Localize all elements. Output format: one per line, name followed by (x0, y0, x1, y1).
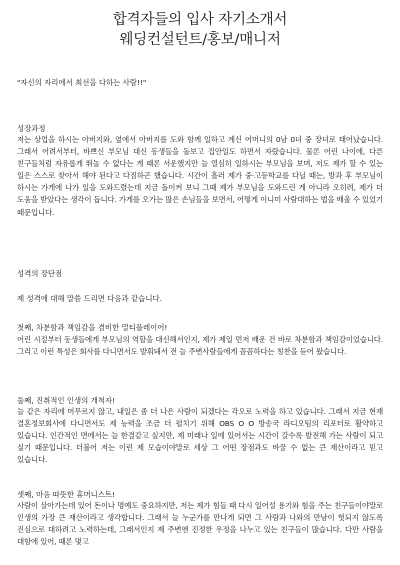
point1-title: 첫째, 차분함과 책임감을 겸비한 멀티플레이어! (17, 323, 168, 332)
document-subtitle: 웨딩컨설턴트/홍보/매니저 (119, 32, 281, 48)
point3-body: 사람이 살아가는데 있어 돈이나 명예도 중요하지만, 저는 제가 힘들 때 다시 일어설 용기와 힘을 주는 친구들이야말로 인생의 가장 큰 재산이라고 생각합니다. 그래서 늘 누군가를 만나게 되면 그 사람과 나와의 만남이 헛되지 않도록 진심으로 대하려고 노력하는데, 그래서인지 제 주변엔 진정한 우정을 나누고 있는 친구들이 많습니다. 다만 사람을 대함에 있어, 때론 몇고 (17, 501, 383, 547)
point1-body: 어린 시절부터 동생들에게 부모님의 역할을 대신해서인지, 제가 제일 먼저 배운 건 바로 차분함과 책임감이었습니다. 그리고 이런 특성은 회사를 다니면서도 발휘돼서 전 늘 주변사람들에게 꼼꼼하다는 칭찬을 듣어 왔습니다. (17, 335, 383, 357)
point3-title: 셋째, 마음 따뜻한 휴머니스트! (17, 490, 116, 499)
point2-title: 둘째, 진취적인 인생의 개척자! (17, 396, 116, 405)
section-body-growth: 저는 상업을 하시는 아버지와, 옆에서 아버지를 도와 함께 일하고 계신 어머니의 0남 0녀 중 장녀로 태어났습니다. 그래서 어려서부터, 바쁘신 부모님 대신 동생들을 돌보고 집안일도 하면서 자랐습니다. 물론 어린 나이에, 다른 친구들처럼 자유롭게 뛰놀 수 없다는 게 때론 서운했지만 늘 열심히 일하시는 부모님을 보며, 저도 제가 할 수 있는 일은 스스로 찾아서 해야 된다고 다짐하곤 했습니다. 시간이 흘러 제가 중·고등학교를 다닐 때는, 방과 후 부모님이 하시는 가게에 나가 일을 도와드렸는데 지금 돌이켜 보니 그때 제가 부모님을 도와드린 게 아니라 오히려, 제가 더 도움을 받았다는 생각이 듭니다. 가게를 오가는 많은 손님들을 보면서, 어떻게 이니미 사람대하는 법을 배울 수 있었기 때문입니다. (17, 135, 383, 217)
document-title: 합격자들의 입사 자기소개서 (112, 12, 288, 28)
point2-body: 늘 같은 자리에 머무르지 않고, 내일은 좀 더 나은 사람이 되겠다는 각오로 노력을 하고 있습니다. 그래서 지금 현재 결혼정보회사에 다니면서도 제 능력을 조금 더 펼치기 위해 OBS O O 방송국 라디오팀의 리포터로 활약하고 있습니다. 인간적인 면에서는 늘 한결같고 싶지만, 제 미래나 일에 있어서는 시간이 갈수록 발전해 가는 사람이 되고 싶기 때문입니다. 더불어 저는 이런 제 모습이야말로 세상 그 어떤 장점과도 바꿀 수 없는 큰 재산이라고 믿고 있습니다. (17, 407, 383, 465)
section-heading-personality: 성격의 장단점 (17, 269, 63, 278)
section-heading-growth: 성장과정 (17, 124, 46, 133)
motto-quote: "자신의 자리에서 최선을 다하는 사람!!" (17, 78, 147, 87)
personality-intro: 제 성격에 대해 말씀 드리면 다음과 같습니다. (17, 294, 162, 303)
